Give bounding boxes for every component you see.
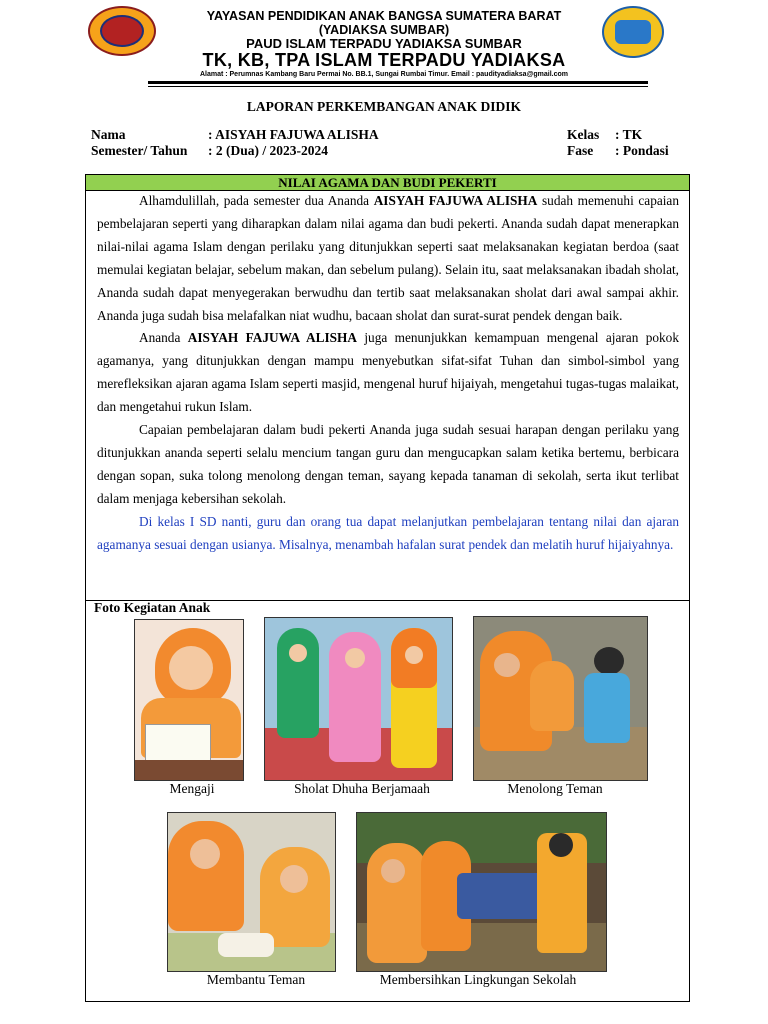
class-label: Kelas	[567, 127, 600, 142]
header-rule-thick	[148, 81, 648, 84]
foundation-name: YAYASAN PENDIDIKAN ANAK BANGSA SUMATERA BARAT	[206, 9, 562, 23]
phase-value: : Pondasi	[615, 143, 669, 158]
phase-label: Fase	[567, 143, 594, 158]
caption-mengaji: Mengaji	[169, 781, 215, 796]
paud-name: PAUD ISLAM TERPADU YADIAKSA SUMBAR	[246, 36, 522, 51]
caption-sholat-dhuha: Sholat Dhuha Berjamaah	[294, 781, 430, 796]
photo-membersihkan-lingkungan	[356, 812, 607, 972]
photo-mengaji	[134, 619, 244, 781]
paragraph-1: Alhamdulillah, pada semester dua Ananda AISYAH FAJUWA ALISHA sudah memenuhi capaian pembelajaran seperti yang diharapkan dalam nilai agama dan budi pekerti. Ananda sudah dapat menerapkan nilai-nilai agama Islam dengan perilaku yang ditunjukkan seperti saat melaksanakan kegiatan berdoa (saat memulai kegiatan belajar, sebelum makan, dan sebelum pulang). Selain itu, saat melaksanakan ibadah sholat, Ananda sudah dapat menyegerakan berwudhu dan tertib saat melaksanakan sholat dari awal sampai akhir. Ananda juga sudah bisa melafalkan niat wudhu, bacaan sholat dan surat-surat pendek dengan baik.	[97, 193, 679, 323]
school-address: Alamat : Perumnas Kambang Baru Permai No. BB.1, Sungai Rumbai Timur. Email : paudityadiaksa@gmail.com	[199, 71, 569, 78]
photo-menolong-teman	[473, 616, 648, 781]
paragraph-3: Capaian pembelajaran dalam budi pekerti Ananda juga sudah sesuai harapan dengan perilaku yang ditunjukkan ananda seperti selalu mencium tangan guru dan mengucapkan salam ketika bertemu, berbicara dengan sopan, suka tolong menolong dengan teman, sayang kepada tanaman di sekolah, serta ikut terlibat dalam menjaga kebersihan sekolah.	[97, 422, 679, 506]
paragraph-advice: Di kelas I SD nanti, guru dan orang tua dapat melanjutkan pembelajaran tentang nilai dan ajaran agamanya sesuai dengan usianya. Misalnya, menambah hafalan surat pendek dan melatih huruf hijaiyahnya.	[97, 513, 679, 552]
caption-membantu-teman: Membantu Teman	[206, 972, 306, 987]
caption-menolong-teman: Menolong Teman	[507, 781, 603, 796]
photo-section-title: Foto Kegiatan Anak	[94, 600, 211, 615]
school-name: TK, KB, TPA ISLAM TERPADU YADIAKSA	[202, 50, 566, 70]
foundation-short-name: (YADIAKSA SUMBAR)	[318, 23, 450, 37]
photo-sholat-dhuha	[264, 617, 453, 781]
section-title: NILAI AGAMA DAN BUDI PEKERTI	[85, 174, 690, 191]
class-value: : TK	[615, 127, 643, 142]
student-name-bold: AISYAH FAJUWA ALISHA	[373, 193, 538, 208]
photo-membantu-teman	[167, 812, 336, 972]
caption-membersihkan-lingkungan: Membersihkan Lingkungan Sekolah	[379, 972, 577, 987]
header-rule-thin	[148, 86, 648, 87]
semester-value: : 2 (Dua) / 2023-2024	[208, 143, 328, 158]
student-name-bold: AISYAH FAJUWA ALISHA	[187, 330, 357, 346]
name-label: Nama	[91, 127, 126, 142]
semester-label: Semester/ Tahun	[91, 143, 188, 158]
report-title: LAPORAN PERKEMBANGAN ANAK DIDIK	[246, 99, 522, 114]
name-value: : AISYAH FAJUWA ALISHA	[208, 127, 379, 142]
paragraph-2: Ananda AISYAH FAJUWA ALISHA juga menunjukkan kemampuan mengenal ajaran pokok agamanya, yang ditunjukkan dengan mampu menyebutkan sifat-sifat Tuhan dan simbol-simbol yang merefleksikan ajaran agama Islam seperti masjid, mengenal huruf hijaiyah, mengetahui tugas-tugas malaikat, dan mengetahui rukun Islam.	[97, 330, 679, 415]
section-body	[97, 190, 679, 557]
